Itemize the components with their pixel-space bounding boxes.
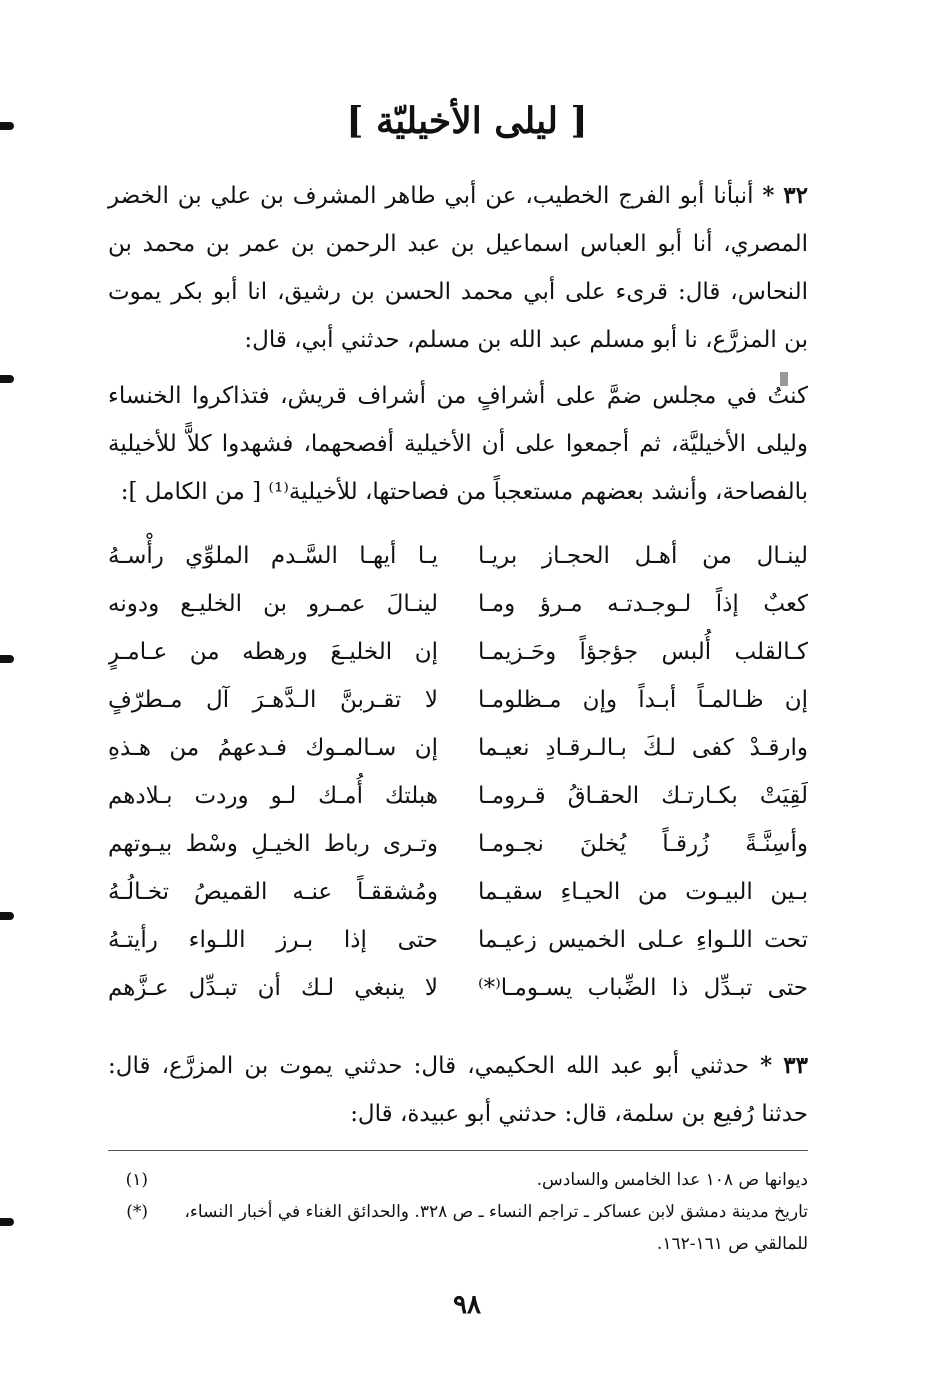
- verse-second-hemistich: لَقِيَتْ بكـارتـك الحقـاقُ قـرومـا: [478, 783, 808, 809]
- entry-33: [108, 1042, 808, 1138]
- poem-verse: [108, 532, 808, 580]
- page-number: ٩٨: [453, 1290, 481, 1320]
- verse-second-hemistich: وارقـدْ كفى لـكَ بـالـرقـادِ نعيـما: [478, 735, 808, 761]
- poem-verse: [108, 724, 808, 772]
- poem: [108, 532, 808, 1012]
- edge-mark: [0, 1218, 14, 1226]
- entry-text: حدثني أبو عبد الله الحكيمي، قال: حدثني يموت بن المزرَّع، قال: حدثنا رُفيع بن سلمة، قال: حدثني أبو عبيدة، قال:: [108, 1053, 808, 1127]
- footnote-mark: (*): [126, 1202, 148, 1222]
- footnote-mark: (١): [125, 1170, 148, 1190]
- verse-first-hemistich: هبلتك أُمـك لـو وردت بـلادهم: [108, 783, 438, 809]
- verse-second-hemistich: حتى تبـدِّل ذا الضِّباب يسـومـا⁽*⁾: [478, 975, 808, 1001]
- entry-number: ٣٣: [783, 1052, 809, 1079]
- poem-verse: [108, 580, 808, 628]
- verse-first-hemistich: لا ينبغي لـك أن تبـدِّل عـزَّهم: [108, 975, 438, 1001]
- poem-verse: [108, 628, 808, 676]
- footnotes: [108, 1164, 808, 1260]
- narrative-paragraph: كنتُ في مجلس ضمَّ على أشرافٍ من أشراف قريش، فتذاكروا الخنساء وليلى الأخيليَّة، ثم أجمعوا على أن الأخيلية أفصحهما، فشهدوا كلاًّ للأخيلية بالفصاحة، وأنشد بعضهم مستعجباً من فصاحتها، للأخيلية⁽¹⁾ [ من الكامل ]:: [108, 383, 808, 505]
- poem-verse: [108, 916, 808, 964]
- verse-first-hemistich: ومُشققـاً عنـه القميصُ تخـالُـهُ: [108, 879, 438, 905]
- entry-number: ٣٢: [783, 182, 809, 209]
- verse-second-hemistich: لينـال من أهـل الحجـاز بريـا: [478, 543, 808, 569]
- verse-second-hemistich: كعبٌ إذاً لـوجـدتـه مـرؤ ومـا: [478, 591, 808, 617]
- verse-first-hemistich: لا تقـربنَّ الـدَّهـرَ آل مـطرّفٍ: [108, 687, 438, 713]
- verse-first-hemistich: يـا أيهـا السَّـدم الملوِّي رأْسـهُ: [108, 543, 438, 569]
- footnote-text: ديوانها ص ١٠٨ عدا الخامس والسادس.: [536, 1170, 808, 1190]
- entry-32: [108, 172, 808, 364]
- poem-verse: [108, 964, 808, 1012]
- edge-mark: [0, 912, 14, 920]
- footnote-divider: [108, 1150, 808, 1151]
- poem-verse: [108, 676, 808, 724]
- poem-verse: [108, 868, 808, 916]
- edge-mark: [0, 375, 14, 383]
- verse-second-hemistich: إن ظـالمـاً أبـداً وإن مـظلومـا: [478, 687, 808, 713]
- verse-second-hemistich: وأسِنَّـةً زُرقـاً يُخلنَ نجـومـا: [478, 831, 808, 857]
- entry-text: أنبأنا أبو الفرج الخطيب، عن أبي طاهر المشرف بن علي بن الخضر المصري، أنا أبو العباس اسماعيل بن عبد الرحمن بن عمر بن محمد بن النحاس، قال: قرىء على أبي محمد الحسن بن رشيق، انا أبو بكر يموت بن المزرَّع، نا أبو مسلم عبد الله بن مسلم، حدثني أبي، قال:: [108, 183, 808, 353]
- page-title: [ ليلى الأخيليّة ]: [346, 100, 588, 142]
- verse-first-hemistich: وتـرى رباط الخيـلِ وسْط بيـوتهم: [108, 831, 438, 857]
- footnote: [108, 1164, 808, 1196]
- verse-second-hemistich: كـالقلب أُلبس جؤجؤاً وحَـزيمـا: [478, 639, 808, 665]
- entry-star-mark: *: [760, 1052, 773, 1079]
- verse-second-hemistich: تحت اللـواءِ عـلى الخميس زعيـما: [478, 927, 808, 953]
- poem-verse: [108, 820, 808, 868]
- verse-second-hemistich: بـين البيـوت من الحيـاءِ سقيـما: [478, 879, 808, 905]
- verse-first-hemistich: لينـالَ عمـرو بن الخليـع ودونه: [108, 591, 438, 617]
- entry-star-mark: *: [762, 182, 775, 209]
- verse-first-hemistich: حتى إذا بـرز اللـواء رأيتـهُ: [108, 927, 438, 953]
- verse-first-hemistich: إن سـالمـوك فـدعهمُ من هـذهِ: [108, 735, 438, 761]
- footnote: [108, 1196, 808, 1260]
- edge-mark: [0, 655, 14, 663]
- footnote-text: تاريخ مدينة دمشق لابن عساكر ـ تراجم النساء ـ ص ٣٢٨. والحدائق الغناء في أخبار النساء، للمالقي ص ١٦١-١٦٢.: [184, 1202, 808, 1254]
- verse-first-hemistich: إن الخليـعَ ورهطه من عـامـرٍ: [108, 639, 438, 665]
- poem-verse: [108, 772, 808, 820]
